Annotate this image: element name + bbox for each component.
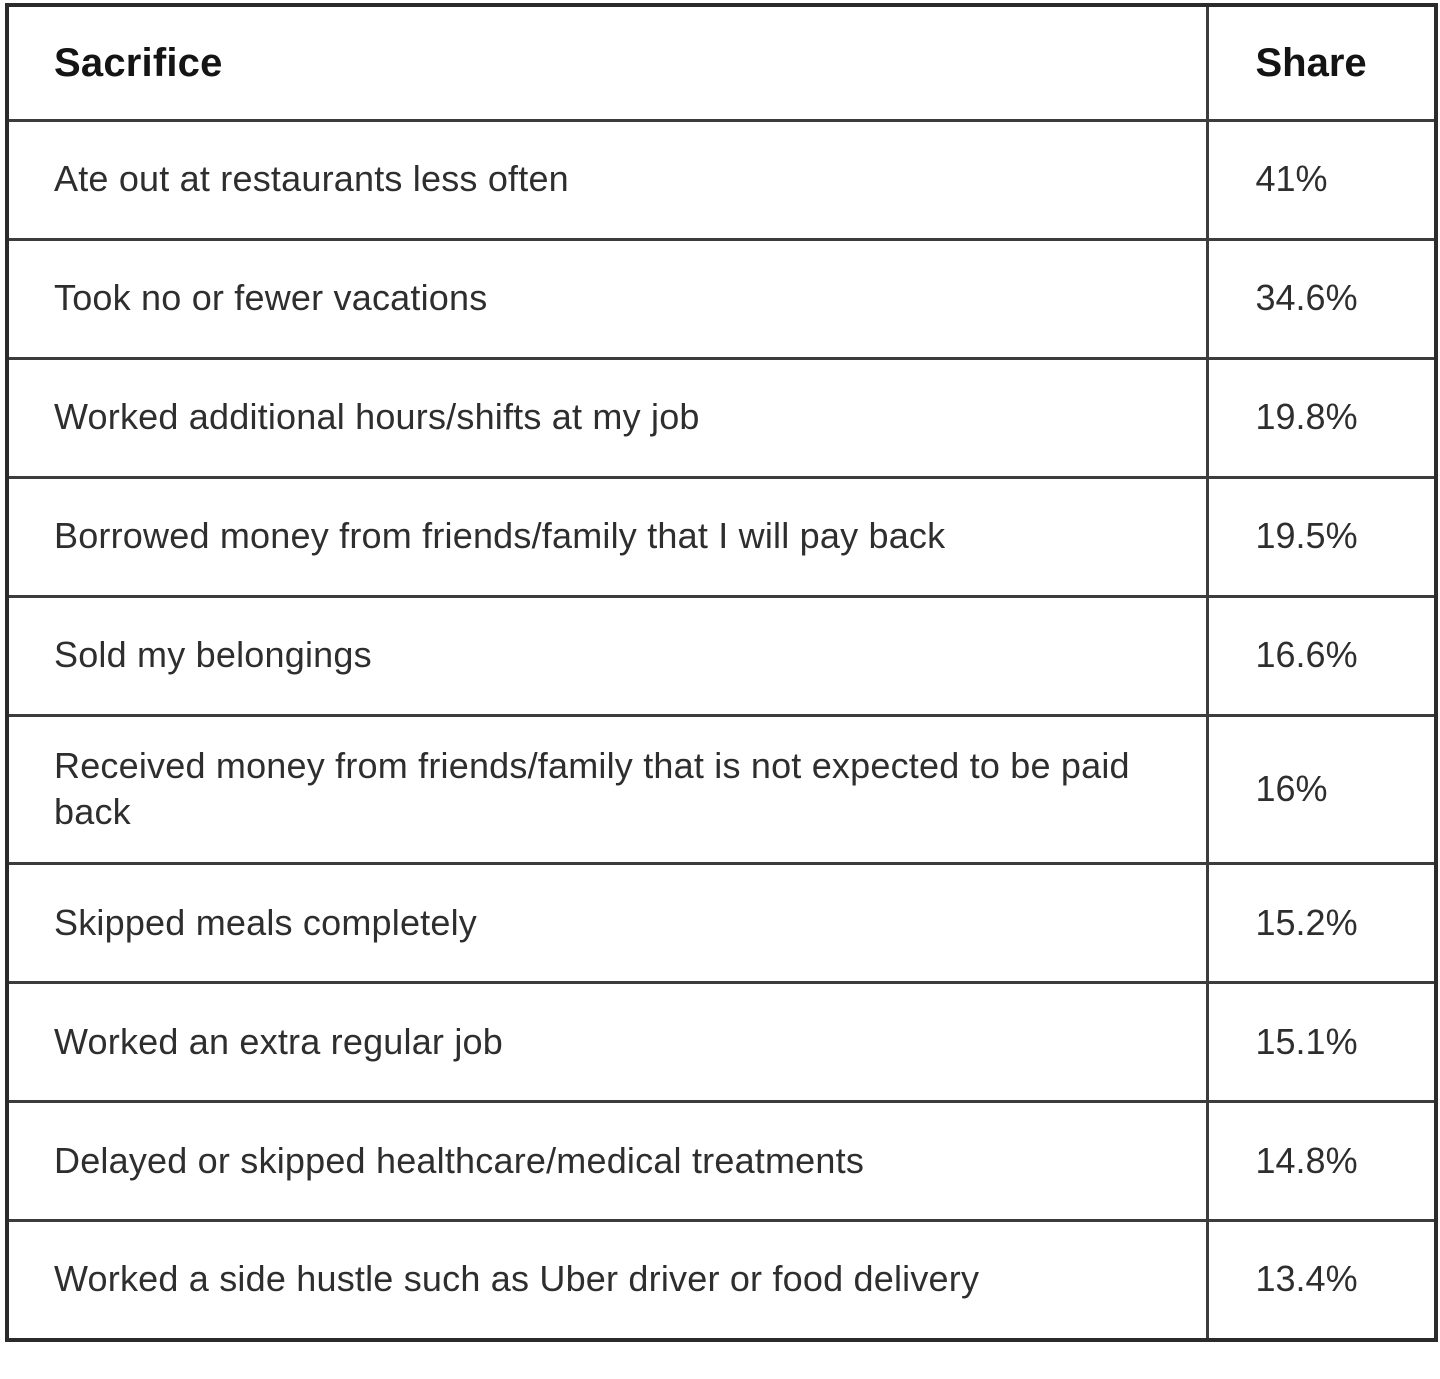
- share-cell: 16%: [1207, 715, 1436, 864]
- column-header-share: Share: [1207, 5, 1436, 120]
- table-row: [7, 596, 1436, 715]
- table-row: [7, 715, 1436, 864]
- table-header: [7, 5, 1436, 120]
- share-cell: 19.5%: [1207, 477, 1436, 596]
- table-row: [7, 120, 1436, 239]
- share-cell: 34.6%: [1207, 239, 1436, 358]
- table-row: [7, 239, 1436, 358]
- table-row: [7, 477, 1436, 596]
- sacrifice-cell: Worked a side hustle such as Uber driver or food delivery: [7, 1221, 1207, 1340]
- sacrifice-cell: Received money from friends/family that is not expected to be paid back: [7, 715, 1207, 864]
- column-header-sacrifice: Sacrifice: [7, 5, 1207, 120]
- table-row: [7, 1221, 1436, 1340]
- share-cell: 13.4%: [1207, 1221, 1436, 1340]
- share-cell: 15.1%: [1207, 983, 1436, 1102]
- share-cell: 16.6%: [1207, 596, 1436, 715]
- sacrifice-cell: Worked an extra regular job: [7, 983, 1207, 1102]
- share-cell: 19.8%: [1207, 358, 1436, 477]
- sacrifice-cell: Borrowed money from friends/family that I will pay back: [7, 477, 1207, 596]
- share-cell: 41%: [1207, 120, 1436, 239]
- sacrifice-share-table: [5, 3, 1438, 1342]
- table-row: [7, 358, 1436, 477]
- sacrifice-cell: Skipped meals completely: [7, 864, 1207, 983]
- table-row: [7, 983, 1436, 1102]
- sacrifice-cell: Worked additional hours/shifts at my job: [7, 358, 1207, 477]
- table-body: [7, 120, 1436, 1340]
- sacrifice-cell: Sold my belongings: [7, 596, 1207, 715]
- table-row: [7, 1102, 1436, 1221]
- sacrifice-cell: Delayed or skipped healthcare/medical treatments: [7, 1102, 1207, 1221]
- sacrifice-cell: Ate out at restaurants less often: [7, 120, 1207, 239]
- sacrifice-cell: Took no or fewer vacations: [7, 239, 1207, 358]
- header-row: [7, 5, 1436, 120]
- share-cell: 14.8%: [1207, 1102, 1436, 1221]
- table-row: [7, 864, 1436, 983]
- share-cell: 15.2%: [1207, 864, 1436, 983]
